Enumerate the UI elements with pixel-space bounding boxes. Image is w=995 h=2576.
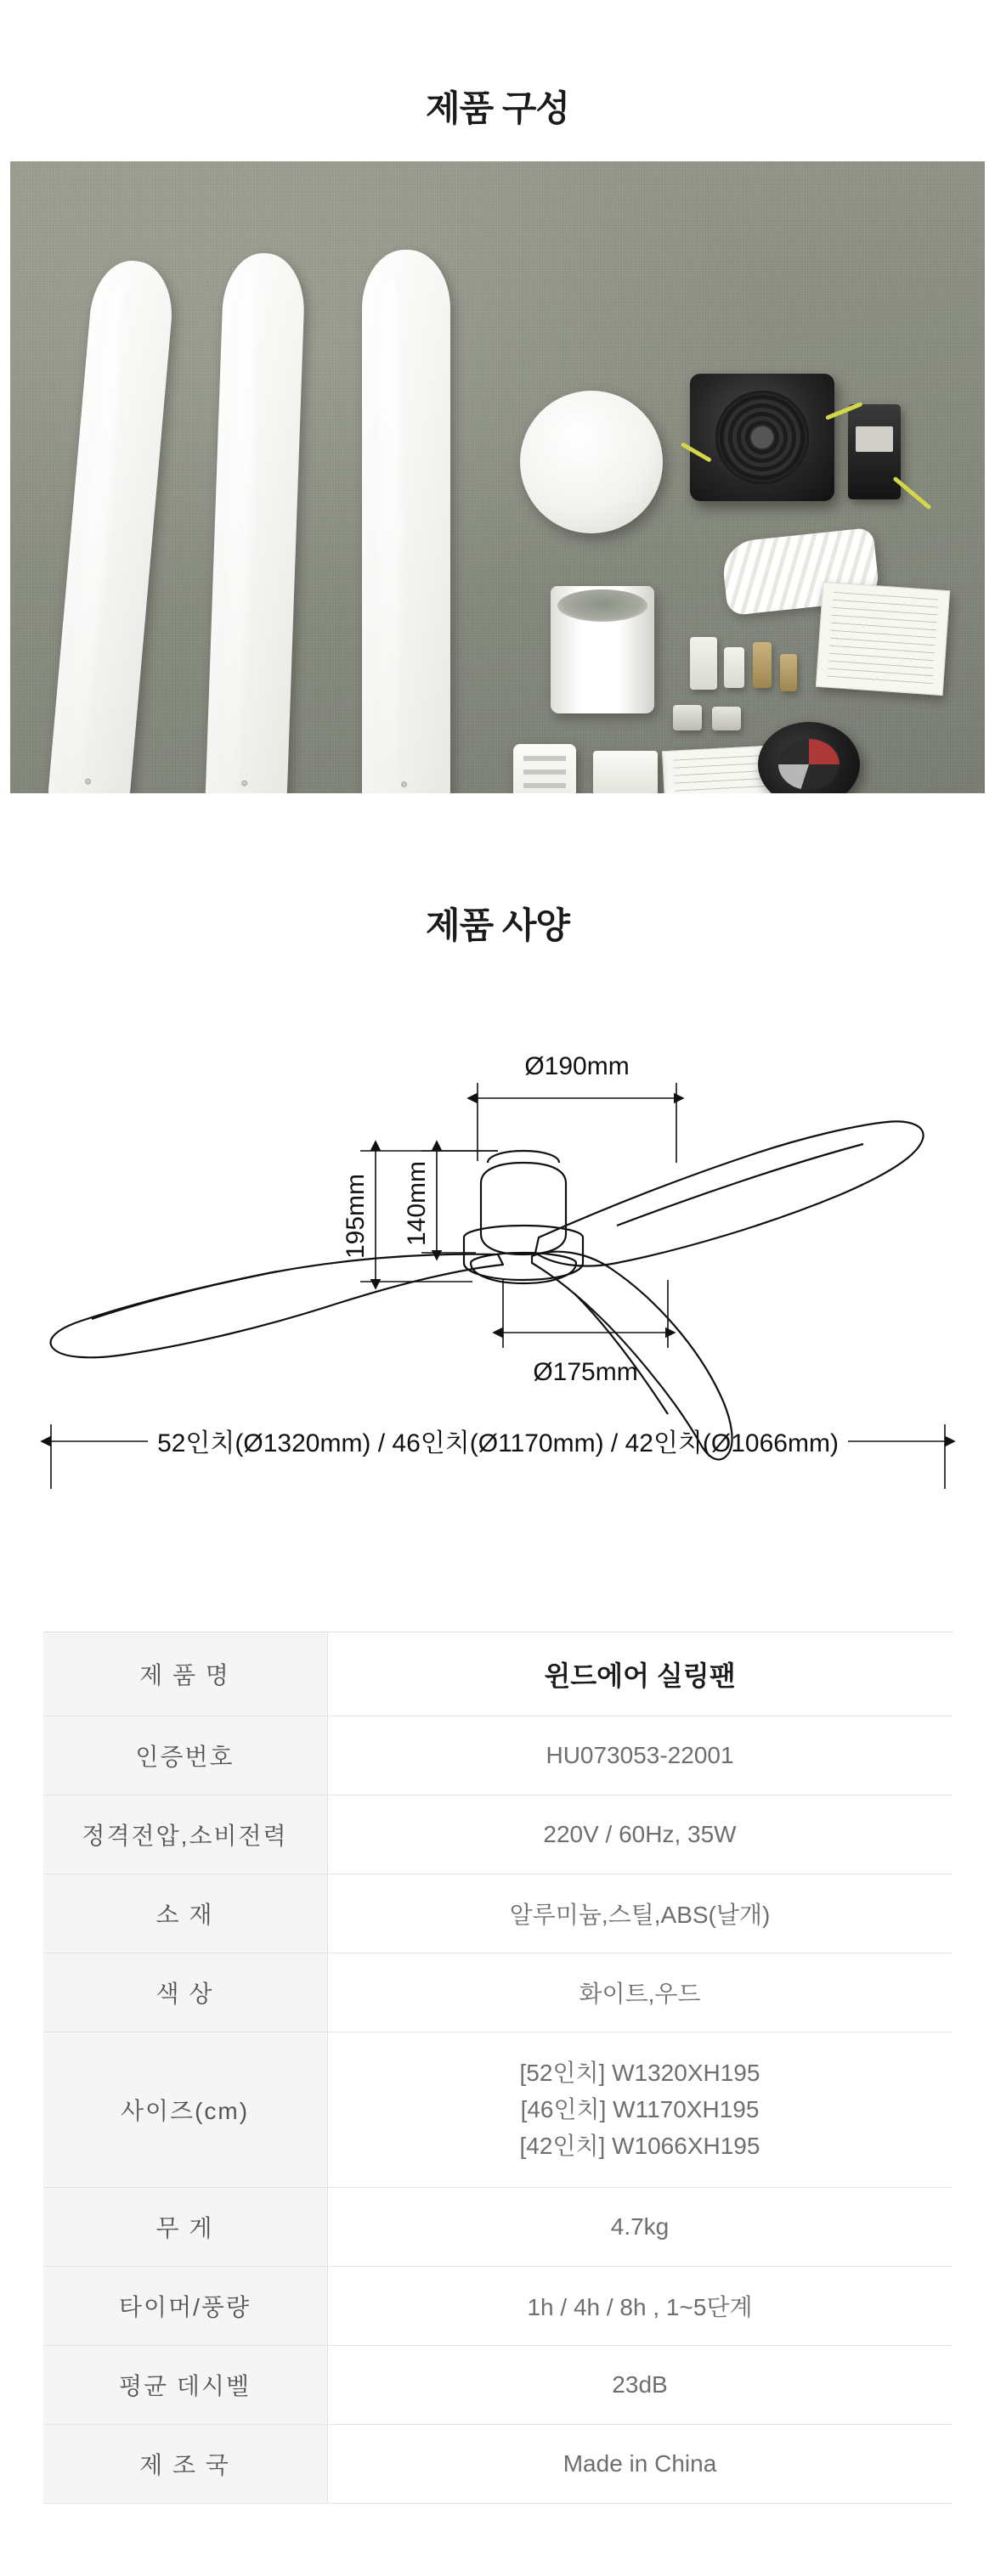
spec-label: 인증번호 xyxy=(43,1716,328,1795)
hardware-part-2 xyxy=(724,647,744,688)
table-row xyxy=(43,1632,953,1716)
spec-value: 알루미늄,스틸,ABS(날개) xyxy=(509,1901,771,1928)
spec-value: Made in China xyxy=(563,2449,717,2477)
spec-table xyxy=(43,1632,953,2504)
manual-sheet-1 xyxy=(816,582,950,696)
spec-label: 소 재 xyxy=(43,1874,328,1953)
downrod-cylinder-part xyxy=(551,586,654,713)
dim-total-height-label: 195mm xyxy=(341,1173,370,1259)
spec-label: 평균 데시벨 xyxy=(43,2345,328,2424)
hardware-part-3 xyxy=(753,642,772,688)
table-row xyxy=(43,2345,953,2424)
table-row xyxy=(43,1874,953,1953)
dim-top-diameter-label: Ø190mm xyxy=(523,1051,630,1080)
components-section-title: 제품 구성 xyxy=(426,87,569,128)
fan-outline xyxy=(50,1121,923,1459)
table-row xyxy=(43,2424,953,2503)
components-photo xyxy=(10,161,985,793)
spec-label: 정격전압,소비전력 xyxy=(43,1795,328,1874)
bottom-spacer xyxy=(0,2504,995,2572)
spec-value: 화이트,우드 xyxy=(579,1980,701,2007)
hardware-part-6 xyxy=(712,707,741,730)
table-row xyxy=(43,1716,953,1795)
spec-value: HU073053-22001 xyxy=(546,1741,734,1768)
dim-body-height-label: 140mm xyxy=(402,1160,431,1246)
spec-value: 23dB xyxy=(612,2370,668,2398)
hardware-part-1 xyxy=(690,637,717,690)
fan-blade-3 xyxy=(362,250,450,793)
spec-label: 사이즈(cm) xyxy=(43,2032,328,2187)
spec-value: [52인치] W1320XH195 [46인치] W1170XH195 [42인치] W1066XH195 xyxy=(519,2059,760,2160)
hardware-part-5 xyxy=(673,705,702,730)
spec-label: 무 게 xyxy=(43,2187,328,2266)
spec-label: 색 상 xyxy=(43,1953,328,2032)
dimension-body-height xyxy=(421,1151,498,1253)
motor-unit-part xyxy=(690,374,834,501)
dim-span-label: 52인치(Ø1320mm) / 46인치(Ø1170mm) / 42인치(Ø1066mm) xyxy=(156,1429,839,1457)
table-row xyxy=(43,2032,953,2187)
spec-value: 윈드에어 실링팬 xyxy=(544,1660,736,1691)
control-box-part xyxy=(848,404,901,499)
dimension-bottom-diameter xyxy=(503,1280,668,1348)
spec-label: 제 품 명 xyxy=(43,1632,328,1716)
spec-table-body xyxy=(43,1632,953,2503)
table-row xyxy=(43,1953,953,2032)
spec-value: 220V / 60Hz, 35W xyxy=(543,1820,737,1847)
dimension-top-diameter xyxy=(478,1083,676,1163)
spec-dimension-drawing xyxy=(22,983,974,1577)
spec-label: 타이머/풍량 xyxy=(43,2266,328,2345)
spec-value: 4.7kg xyxy=(610,2212,670,2240)
spec-section-title: 제품 사양 xyxy=(426,905,569,945)
table-row xyxy=(43,1795,953,1874)
table-row xyxy=(43,2187,953,2266)
table-row xyxy=(43,2266,953,2345)
dim-bottom-diameter-label: Ø175mm xyxy=(532,1357,638,1386)
light-cover-part xyxy=(520,391,663,533)
remote-control-part xyxy=(513,744,576,793)
mounting-plate-part xyxy=(593,751,658,793)
spec-value: 1h / 4h / 8h , 1~5단계 xyxy=(527,2293,753,2320)
product-detail-page xyxy=(0,30,995,2572)
hardware-part-4 xyxy=(780,654,797,691)
spec-label: 제 조 국 xyxy=(43,2424,328,2503)
